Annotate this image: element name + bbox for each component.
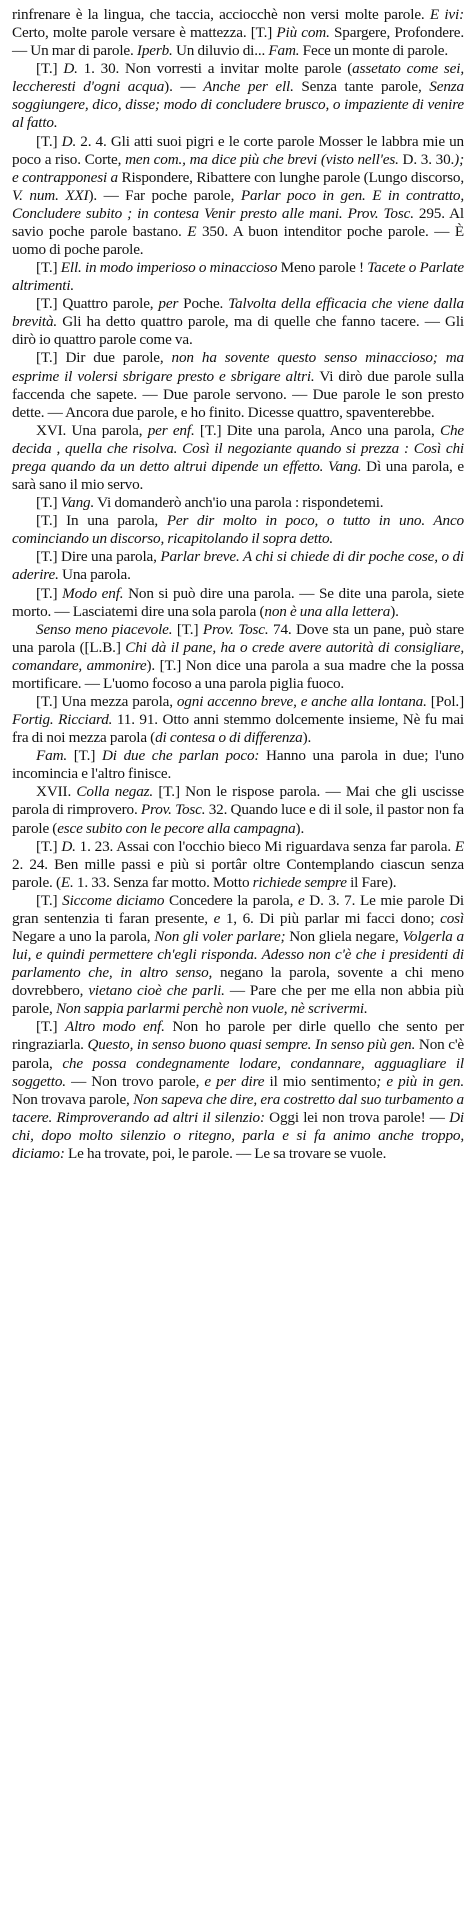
entry-text: Vi dirò due parole sulla faccenda che sapete. — Due parole servono. — Due parole le son presto dette. — Ancora due parole, e ho finito. Dicesse quattro, spaventerebbe. — [12, 367, 464, 421]
entry-text: [T.] Non le rispose parola. — Mai che gli uscisse parola di rimprovero. — [12, 783, 464, 819]
italic-gloss-text: D. — [61, 132, 77, 150]
italic-gloss-text: Colla negaz. — [76, 783, 154, 801]
italic-gloss-text: E — [187, 222, 197, 240]
italic-gloss-text: E ivi: — [429, 6, 465, 23]
entry-text: Vi domanderò anch'io una parola : rispondetemi. — [94, 494, 384, 512]
entry-text: [T.] — [36, 259, 61, 277]
entry-paragraph — [12, 892, 464, 1019]
italic-gloss-text: Senso meno piacevole. — [36, 620, 173, 638]
entry-text: Un diluvio di... — [172, 42, 269, 60]
entry-text: Meno parole ! — [277, 259, 368, 277]
italic-gloss-text: Prov. Tosc. — [347, 204, 414, 222]
entry-text: XVI. Una parola, — [36, 421, 148, 439]
entry-text: [T.] — [36, 837, 62, 855]
entry-text: XVII. — [36, 783, 77, 801]
italic-gloss-text: Parlar breve. A chi si chiede di dir poche cose, o di aderire. — [12, 548, 464, 584]
italic-gloss-text: Non sapeva che dire, era costretto dal suo turbamento a tacere. Rimproverando ad altri il silenzio: — [12, 1090, 464, 1126]
entry-text: 2. 4. Gli atti suoi pigri e le corte parole Mosser le labbra mie un poco a riso. Corte, — [12, 132, 464, 168]
entry-paragraph — [12, 747, 464, 783]
italic-gloss-text: e — [213, 909, 221, 927]
entry-paragraph — [12, 295, 464, 349]
italic-gloss-text: Fam. — [268, 42, 300, 60]
italic-gloss-text: Fam. — [36, 747, 68, 765]
entry-text: [T.] Quattro parole, — [36, 295, 159, 313]
entry-text: ). — [295, 819, 305, 837]
italic-gloss-text: Questo, in senso buono quasi sempre. In senso più gen. — [87, 1036, 416, 1054]
italic-gloss-text: Iperb. — [136, 42, 173, 60]
entry-text: Non ho parole per dirle quello che sento per ringraziarla. — [12, 1018, 464, 1054]
entry-text: [T.] — [36, 584, 63, 602]
italic-gloss-text: Prov. Tosc. — [140, 801, 206, 819]
entry-text: ). — — [164, 78, 204, 96]
entry-text: — Non trovo parole, — [65, 1072, 205, 1090]
entry-paragraph — [12, 693, 464, 747]
italic-gloss-text: ; e più in gen. — [376, 1072, 464, 1090]
italic-gloss-text: D. — [63, 60, 78, 78]
italic-gloss-text: Siccome diciamo — [62, 891, 165, 909]
entry-paragraph — [12, 133, 464, 260]
italic-gloss-text: Di due che parlan poco: — [101, 747, 260, 765]
entry-text: [T.] — [36, 60, 64, 78]
entry-text: Non si può dire una parola. — Se dite una parola, siete morto. — Lasciatemi dire una sola parola ( — [12, 584, 464, 620]
entry-text: Dì una parola, e sarà sano il mio servo. — [12, 457, 464, 494]
entry-text: Negare a uno la parola, — [12, 927, 155, 945]
italic-gloss-text: Vang. — [60, 494, 95, 512]
italic-gloss-text: E. — [60, 873, 74, 891]
entry-text: Concedere la parola, — [164, 891, 298, 909]
entry-text: 2. 24. Ben mille passi e più si portâr oltre Contemplando ciascun senza parole. ( — [12, 855, 464, 891]
entry-text: rinfrenare è la lingua, che taccia, acciocchè non versi molte parole. — [12, 6, 430, 23]
entry-paragraph — [12, 259, 464, 295]
italic-gloss-text: Chi dà il pane, ha o crede avere autorità di consigliare, comandare, ammonire — [12, 638, 464, 674]
entry-text: Le ha trovate, poi, le parole. — Le sa trovare se vuole. — [64, 1144, 387, 1162]
entry-text: [T.] — [67, 747, 102, 765]
italic-gloss-text: Altro modo enf. — [64, 1018, 165, 1036]
italic-gloss-text: men com., ma dice più che brevi (visto nell'es. — [125, 150, 399, 168]
italic-gloss-text: E — [454, 837, 464, 855]
entry-paragraph — [12, 838, 464, 892]
entry-paragraph — [12, 1018, 464, 1163]
entry-text: Una parola. — [58, 566, 131, 584]
italic-gloss-text: non è una alla lettera — [264, 602, 391, 620]
entry-text: negano la parola, sovente a chi meno dovrebbero, — [12, 964, 464, 1000]
entry-text: [Pol.] — [426, 692, 464, 710]
entry-text: il mio sentimento — [264, 1072, 377, 1090]
italic-gloss-text: non ha sovente questo senso minaccioso; ma esprime il volersi sbrigare presto e sbrigare altri. — [12, 349, 464, 385]
entry-paragraph — [12, 494, 464, 512]
italic-gloss-text: per — [158, 295, 179, 313]
entry-text: [T.] In una parola, — [36, 512, 167, 530]
entry-text: il Fare). — [346, 873, 397, 891]
entry-paragraph — [12, 60, 464, 132]
entry-text: — Pare che per me ella non abbia più parole, — [12, 982, 464, 1018]
italic-gloss-text: Più com. — [276, 24, 330, 42]
entry-text: Senza tante parole, — [293, 78, 430, 96]
entry-text: 350. A buon intenditor poche parole. — È uomo di poche parole. — [12, 222, 464, 259]
italic-gloss-text: Vang. — [328, 457, 362, 475]
entry-text: 1. 23. Assai con l'occhio bieco Mi riguardava senza far parola. — [75, 837, 455, 855]
italic-gloss-text: così — [440, 909, 464, 927]
entry-text: Certo, molte parole versare è mattezza. [T.] — [12, 24, 277, 42]
entry-text: 11. 91. Otto anni stemmo dolcemente insieme, Nè fu mai fra di noi mezza parola ( — [12, 711, 464, 747]
italic-gloss-text: D. — [61, 837, 76, 855]
italic-gloss-text: e — [297, 891, 305, 909]
entry-text: Non c'è parola, — [12, 1036, 465, 1072]
italic-gloss-text: vietano cioè che parli. — [88, 982, 225, 1000]
italic-gloss-text: di contesa o di differenza — [155, 729, 303, 747]
entry-text: Poche. — [178, 295, 229, 313]
entry-text: D. 3. 30. — [398, 150, 455, 168]
italic-gloss-text: Che decida , quella che risolva. Così il negoziante quando si prezza : Così chi prega quando da un detto altrui dipende un effetto. — [12, 421, 464, 475]
entry-text: 1. 30. Non vorresti a invitar molte parole ( — [77, 60, 353, 78]
entry-paragraph — [12, 548, 464, 584]
italic-gloss-text: V. num. XXI — [12, 186, 89, 204]
italic-gloss-text: assetato come sei, leccheresti d'ogni acqua — [12, 60, 464, 96]
entry-text: [T.] Dire una parola, — [36, 548, 161, 566]
italic-gloss-text: che possa condegnamente lodare, condannare, agguagliare il soggetto. — [12, 1054, 464, 1090]
entry-text: [T.] Una mezza parola, — [36, 692, 177, 710]
entry-text: D. 3. 7. Le mie parole Di gran sentenzia ti faran presente, — [12, 891, 464, 927]
entry-text: Spargere, Profondere. — Un mar di parole. — [12, 24, 464, 60]
italic-gloss-text: Non gli voler parlare; — [154, 927, 286, 945]
entry-paragraph — [12, 783, 464, 837]
italic-gloss-text: Talvolta della efficacia che viene dalla brevità. — [12, 295, 464, 331]
entry-paragraph — [12, 585, 464, 621]
entry-paragraph — [12, 422, 464, 494]
italic-gloss-text: Di chi, dopo molto silenzio o ritegno, parla e si fa animo anche troppo, diciamo: — [12, 1108, 464, 1162]
entry-text: Fece un monte di parole. — [299, 42, 449, 60]
entry-text: Hanno una parola in due; l'uno incomincia e l'altro finisce. — [12, 747, 464, 783]
entry-text: 1. 33. Senza far motto. Motto — [73, 873, 253, 891]
italic-gloss-text: richiede sempre — [252, 873, 347, 891]
italic-gloss-text: Per dir molto in poco, o tutto in uno. Anco cominciando un discorso, ricapitolando il sopra detto. — [12, 512, 464, 548]
entry-text: [T.] Dite una parola, Anco una parola, — [194, 421, 440, 439]
italic-gloss-text: Volgerla a lui, e quindi permettere ch'egli risponda. Adesso non c'è che i presidenti di parlamento che, in altro senso, — [12, 927, 464, 982]
entry-text: ). [T.] Non dice una parola a sua madre che la possa mortificare. — L'uomo focoso a una parola piglia fuoco. — [12, 656, 464, 692]
italic-gloss-text: Anche per ell. — [203, 78, 294, 96]
italic-gloss-text: Fortig. Ricciard. — [12, 711, 113, 729]
italic-gloss-text: Non sappia parlarmi perchè non vuole, nè scrivermi. — [55, 1000, 368, 1018]
entry-text: 32. Quando luce e di il sole, il pastor non fa parole ( — [12, 801, 464, 837]
italic-gloss-text: per enf. — [147, 421, 195, 439]
entry-text: [T.] — [36, 891, 63, 909]
italic-gloss-text: Ell. in modo imperioso o minaccioso — [60, 259, 278, 277]
italic-gloss-text: ogni accenno breve, e anche alla lontana. — [176, 692, 427, 710]
italic-gloss-text: Senza soggiungere, dico, disse; modo di concludere brusco, o impaziente di venire al fatto. — [12, 78, 464, 132]
entry-text: ). — [390, 602, 399, 620]
italic-gloss-text: Parlar poco in gen. E in contratto, Concludere subito ; in contesa Venir presto alle mani. — [12, 186, 464, 222]
entry-paragraph — [12, 512, 464, 548]
italic-gloss-text: ); e contrapponesi a — [12, 150, 464, 186]
entry-text: [T.] — [172, 620, 203, 638]
entry-text: 74. Dove sta un pane, può stare una parola ([L.B.] — [12, 620, 464, 656]
italic-gloss-text: esce subito con le pecore alla campagna — [57, 819, 296, 837]
entry-text: Non gliela negare, — [285, 927, 403, 945]
entry-text: Rispondere, Ribattere con lunghe parole (Lungo discorso, — [118, 168, 464, 186]
entry-text: [T.] — [36, 494, 61, 512]
entry-text: Non trovava parole, — [12, 1090, 134, 1108]
entry-text: Gli ha detto quattro parole, ma di quelle che fanno tacere. — Gli dirò io quattro parole come va. — [12, 313, 464, 349]
entry-paragraph — [12, 349, 464, 421]
entry-text: [T.] — [36, 1018, 65, 1036]
entry-text: 295. Al savio poche parole bastano. — [12, 204, 464, 240]
italic-gloss-text: Tacete o Parlate altrimenti. — [12, 259, 464, 295]
entry-text: 1, 6. Di più parlar mi facci dono; — [220, 909, 441, 927]
entry-paragraph — [12, 6, 464, 60]
entry-text: Oggi lei non trova parole! — — [264, 1108, 450, 1126]
italic-gloss-text: Prov. Tosc. — [202, 620, 269, 638]
italic-gloss-text: Modo enf. — [62, 584, 124, 602]
entry-text: ). — [302, 729, 312, 747]
entry-text: [T.] Dir due parole, — [36, 349, 172, 367]
entry-text: [T.] — [36, 132, 62, 150]
italic-gloss-text: e per dire — [204, 1072, 265, 1090]
entry-paragraph — [12, 621, 464, 693]
entry-text: ). — Far poche parole, — [88, 186, 241, 204]
